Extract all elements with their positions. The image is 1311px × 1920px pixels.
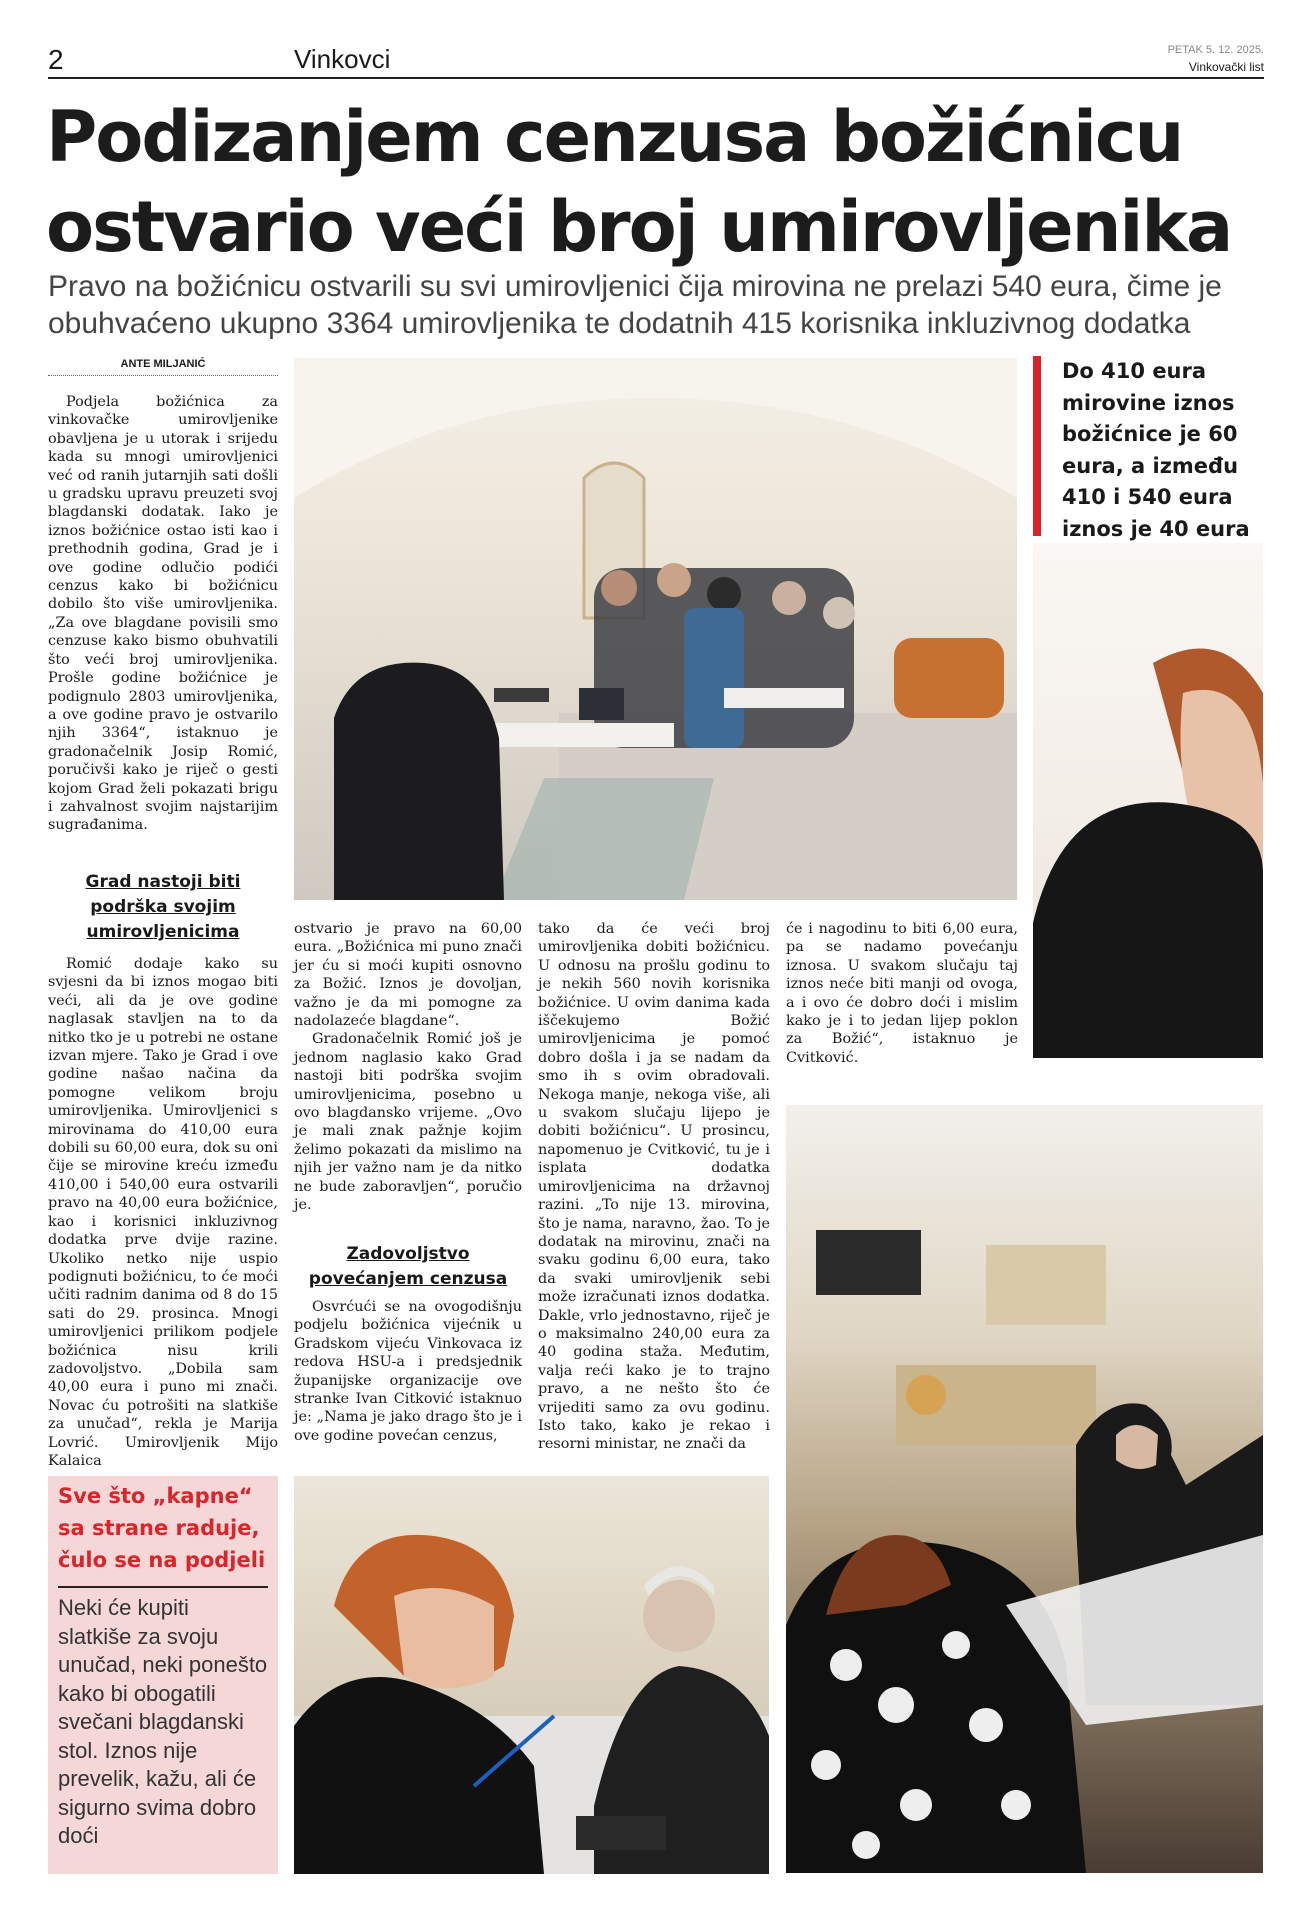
photo-closeup-illustration [1033, 543, 1263, 1058]
subhead-1: Grad nastoji biti podrška svojim umirovljenicima [85, 872, 241, 942]
byline: ANTE MILJANIĆ [120, 358, 206, 370]
callout-accent-bar [1033, 356, 1041, 536]
photo-desk-illustration [786, 1105, 1263, 1873]
column-2-text [294, 920, 522, 1215]
header-divider [48, 77, 1264, 79]
byline-divider [48, 375, 278, 376]
section-name: Vinkovci [294, 44, 391, 74]
paragraph-4: Osvrćući se na ovogodišnju podjelu božićnica vijećnik u Gradskom vijeću Vinkovaca iz redova HSU-a i predsjednik županijske organizacije ove stranke Ivan Citković istaknuo je: „Nama je jako drago što je i ove godine povećan cenzus, [294, 1299, 522, 1444]
photo-distribution-hall [294, 358, 1017, 900]
sidebox-divider [58, 1586, 268, 1588]
page-number: 2 [48, 44, 64, 75]
paragraph-3a: ostvario je pravo na 60,00 eura. „Božićnica mi puno znači jer ću si moći kupiti osnovno za Božić. Iznos je dovoljan, važno je da mi pomogne za nadolazeće blagdane“. [294, 921, 522, 1030]
photo-writing-illustration [294, 1476, 769, 1874]
subheadline: Pravo na božićnicu ostvarili su svi umirovljenici čija mirovina ne prelazi 540 eura, čime je obuhvaćeno ukupno 3364 umirovljenika te dodatnih 415 korisnika inkluzivnog dodatka [48, 270, 1222, 340]
photo-official-writing [294, 1476, 769, 1874]
headline [46, 92, 1276, 272]
sidebox-title: Sve što „kapne“ sa strane raduje, čulo se na podjeli [58, 1484, 266, 1572]
publication-name: Vinkovački list [1188, 60, 1264, 74]
paragraph-3b: Gradonačelnik Romić još je jednom naglasio kako Grad nastoji biti podrška svojim umirovljenicima, posebno u ovo blagdansko vrijeme. „Ovo je mali znak pažnje kojim želimo pokazati da mislimo na njih jer važno nam je da nitko ne bude zaboravljen“, poručio je. [294, 1031, 522, 1214]
subhead-2: Zadovoljstvo povećanjem cenzusa [308, 1244, 508, 1289]
sidebox-body: Neki će kupiti slatkiše za svoju unučad, neki ponešto kako bi obogatili svečani blagdanski stol. Iznos nije prevelik, kažu, ali će sigurno svima dobro doći [58, 1595, 268, 1848]
photo-official-closeup [1033, 543, 1263, 1058]
photo-desk-conversation [786, 1105, 1263, 1873]
headline-line-1: Podizanjem cenzusa božićnicu [46, 96, 1183, 178]
photo-hall-illustration [294, 358, 1017, 900]
callout-quote: Do 410 eura mirovine iznos božićnice je 60 eura, a između 410 i 540 eura iznos je 40 eura [1062, 359, 1250, 541]
paragraph-5: tako da će veći broj umirovljenika dobiti božićnicu. U odnosu na prošlu godinu to je nekih 560 novih korisnika božićnice. U ovim danima kada iščekujemo Božić umirovljenicima je pomoć dobro došla i ja se nadam da smo ih s ovim obradovali. Nekoga manje, nekoga više, ali u svakom slučaju lijepo je dobiti božićnicu“. U prosincu, napomenuo je Cvitković, tu je i isplata dodatka umirovljenicima na državnoj razini. „To nije 13. mirovina, što je nama, naravno, žao. To je dodatak na mirovinu, znači na svaku godinu 6,00 eura, tako da svaki umirovljenik sebi može izračunati iznos dodatka. Dakle, vrlo jednostavno, riječ je o maksimalno 240,00 eura za 40 godina staža. Međutim, valja reći kako je to trajno pravo, a ne nešto što će vrijediti samo za ovu godinu. Isto tako, kako je rekao i resorni ministar, ne znači da [538, 921, 770, 1453]
headline-line-2: ostvario veći broj umirovljenika [46, 186, 1232, 268]
paragraph-2: Romić dodaje kako su svjesni da bi iznos mogao biti veći, ali da je ove godine naglasak stavljen na to da nitko tko je u potrebi ne ostane izvan mjere. Tako je Grad i ove godine našao načina da pomogne velikom broju umirovljenika. Umirovljenici s mirovinama do 410,00 eura dobili su 60,00 eura, dok su oni čije se mirovine kreću između 410,00 i 540,00 eura ostvarili pravo na 40,00 eura božićnice, kao i korisnici inkluzivnog dodatka prve dvije razine. Ukoliko netko nije uspio podignuti božićnicu, to će moći učiti radnim danima od 8 do 15 sati do 29. prosinca. Mnogi umirovljenici prilikom podjele božićnica nisu krili zadovoljstvo. „Dobila sam 40,00 eura i puno mi znači. Novac ću potrošiti na slatkiše za unučad“, rekla je Marija Lovrić. Umirovljenik Mijo Kalaica [48, 956, 278, 1469]
paragraph-1: Podjela božićnica za vinkovačke umirovljenike obavljena je u utorak i srijedu kada su mnogi umirovljenici već od ranih jutarnjih sati došli u gradsku upravu preuzeti svoj blagdanski dodatak. Iako je iznos božićnice ostao isti kao i prethodnih godina, Grad je i ove godine odlučio podići cenzus kako bi božićnicu dobilo što više umirovljenika. „Za ove blagdane povisili smo cenzuse kako bismo obuhvatili što veći broj umirovljenika. Prošle godine božićnice je podignulo 2803 umirovljenika, a ove godine pravo je ostvarilo njih 3364“, istaknuo je gradonačelnik Josip Romić, poručivši kako je riječ o gesti kojom Grad želi pokazati brigu i zahvalnost svojim najstarijim sugrađanima. [48, 394, 278, 834]
issue-date: PETAK 5. 12. 2025. [1167, 44, 1264, 56]
paragraph-6: će i nagodinu to biti 6,00 eura, pa se nadamo povećanju iznosa. U svakom slučaju taj iznos neće biti manji od ovoga, a i ovo će dobro doći i mislim kako je i to jedan lijep poklon za Božić“, istaknuo je Cvitković. [786, 921, 1018, 1066]
